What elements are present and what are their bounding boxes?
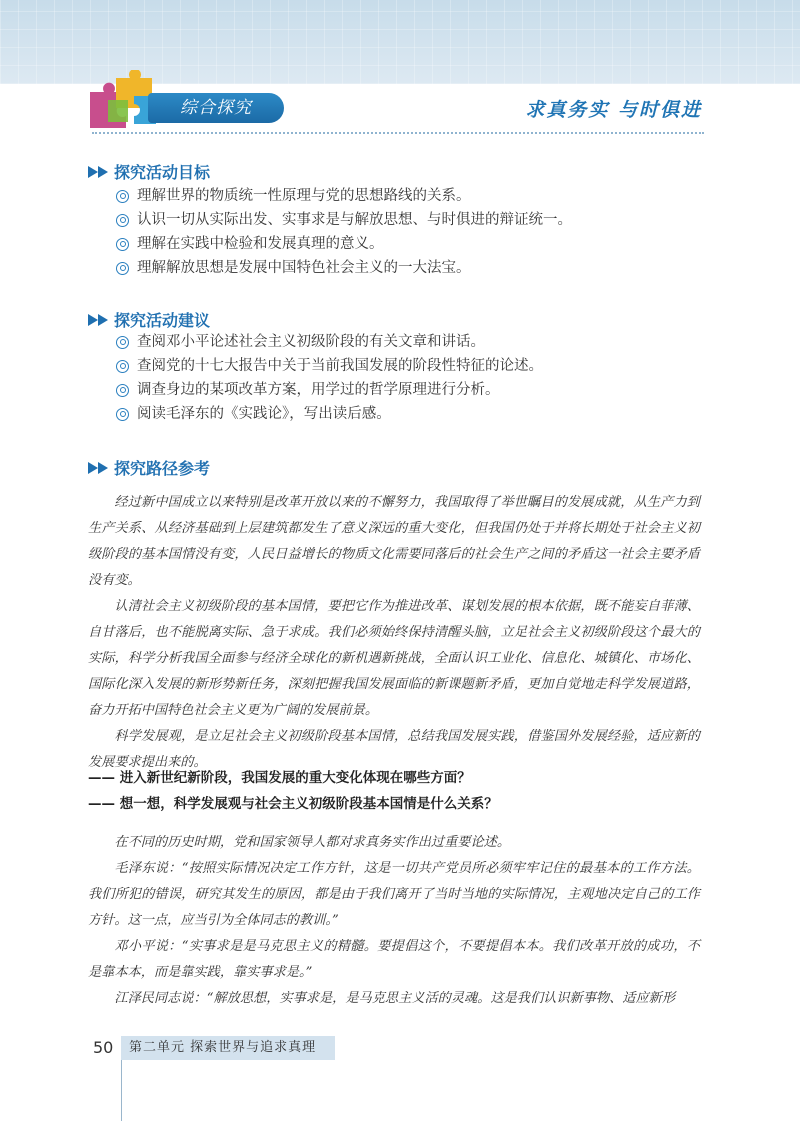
list-item-text: 查阅邓小平论述社会主义初级阶段的有关文章和讲话。 — [137, 334, 485, 350]
circle-bullet-icon — [116, 336, 129, 349]
path-heading — [88, 456, 210, 479]
list-item-text: 理解在实践中检验和发展真理的意义。 — [137, 236, 384, 252]
list-item-text: 理解世界的物质统一性原理与党的思想路线的关系。 — [137, 188, 471, 204]
list-item-text: 认识一切从实际出发、实事求是与解放思想、与时俱进的辩证统一。 — [137, 212, 572, 228]
circle-bullet-icon — [116, 384, 129, 397]
list-item — [116, 184, 572, 208]
circle-bullet-icon — [116, 360, 129, 373]
list-item-text: 理解解放思想是发展中国特色社会主义的一大法宝。 — [137, 260, 471, 276]
page-title: 求真务实 与时俱进 — [525, 99, 702, 121]
list-item-text: 阅读毛泽东的《实践论》，写出读后感。 — [137, 406, 391, 422]
suggestions-list — [116, 330, 543, 426]
body-paragraph: 经过新中国成立以来特别是改革开放以来的不懈努力，我国取得了举世瞩目的发展成就，从生产力到生产关系、从经济基础到上层建筑都发生了意义深远的重大变化，但我国仍处于并将长期处于社会主义初级阶段的基本国情没有变，人民日益增长的物质文化需要同落后的社会生产之间的矛盾这一社会主要矛盾没有变。 — [88, 495, 700, 588]
page-number: 50 — [93, 1038, 114, 1057]
list-item — [116, 354, 543, 378]
double-arrow-icon — [88, 314, 108, 326]
body-paragraph: 江泽民同志说：“解放思想，实事求是，是马克思主义活的灵魂。这是我们认识新事物、适应新形 — [114, 991, 676, 1006]
body-paragraph: 邓小平说：“实事求是是马克思主义的精髓。要提倡这个，不要提倡本本。我们改革开放的成功，不是靠本本，而是靠实践，靠实事求是。” — [88, 939, 700, 980]
list-item — [116, 208, 572, 232]
double-arrow-icon — [88, 462, 108, 474]
path-body-2 — [88, 830, 700, 1012]
list-item-text: 查阅党的十七大报告中关于当前我国发展的阶段性特征的论述。 — [137, 358, 543, 374]
section-label: 综合探究 — [148, 93, 284, 123]
list-item — [116, 402, 543, 426]
body-paragraph: 认清社会主义初级阶段的基本国情，要把它作为推进改革、谋划发展的根本依据，既不能妄自菲薄、自甘落后，也不能脱离实际、急于求成。我们必须始终保持清醒头脑，立足社会主义初级阶段这个最大的实际，科学分析我国全面参与经济全球化的新机遇新挑战，全面认识工业化、信息化、城镇化、市场化、国际化深入发展的新形势新任务，深刻把握我国发展面临的新课题新矛盾，更加自觉地走科学发展道路，奋力开拓中国特色社会主义更为广阔的发展前景。 — [88, 599, 700, 718]
list-item — [116, 378, 543, 402]
list-item — [116, 330, 543, 354]
list-item — [116, 232, 572, 256]
circle-bullet-icon — [116, 408, 129, 421]
suggestions-heading-text: 探究活动建议 — [114, 311, 211, 330]
dotted-divider — [92, 132, 704, 134]
goals-heading — [88, 160, 210, 183]
body-paragraph: 科学发展观，是立足社会主义初级阶段基本国情，总结我国发展实践，借鉴国外发展经验，适应新的发展要求提出来的。 — [88, 729, 700, 770]
double-arrow-icon — [88, 166, 108, 178]
body-paragraph: 毛泽东说：“按照实际情况决定工作方针，这是一切共产党员所必须牢牢记住的最基本的工作方法。我们所犯的错误，研究其发生的原因，都是由于我们离开了当时当地的实际情况，主观地决定自己的工作方针。这一点，应当引为全体同志的教训。” — [88, 861, 700, 928]
circle-bullet-icon — [116, 262, 129, 275]
suggestions-heading — [88, 308, 210, 331]
unit-label: 第二单元 探索世界与追求真理 — [121, 1036, 335, 1060]
path-body-1 — [88, 490, 700, 776]
path-heading-text: 探究路径参考 — [114, 459, 211, 478]
body-paragraph: 在不同的历史时期，党和国家领导人都对求真务实作出过重要论述。 — [114, 835, 511, 850]
question-2: —— 想一想，科学发展观与社会主义初级阶段基本国情是什么关系？ — [88, 796, 498, 812]
goals-list — [116, 184, 572, 280]
list-item — [116, 256, 572, 280]
list-item-text: 调查身边的某项改革方案，用学过的哲学原理进行分析。 — [137, 382, 500, 398]
circle-bullet-icon — [116, 238, 129, 251]
question-1: —— 进入新世纪新阶段，我国发展的重大变化体现在哪些方面？ — [88, 770, 471, 786]
circle-bullet-icon — [116, 214, 129, 227]
goals-heading-text: 探究活动目标 — [114, 163, 211, 182]
circle-bullet-icon — [116, 190, 129, 203]
